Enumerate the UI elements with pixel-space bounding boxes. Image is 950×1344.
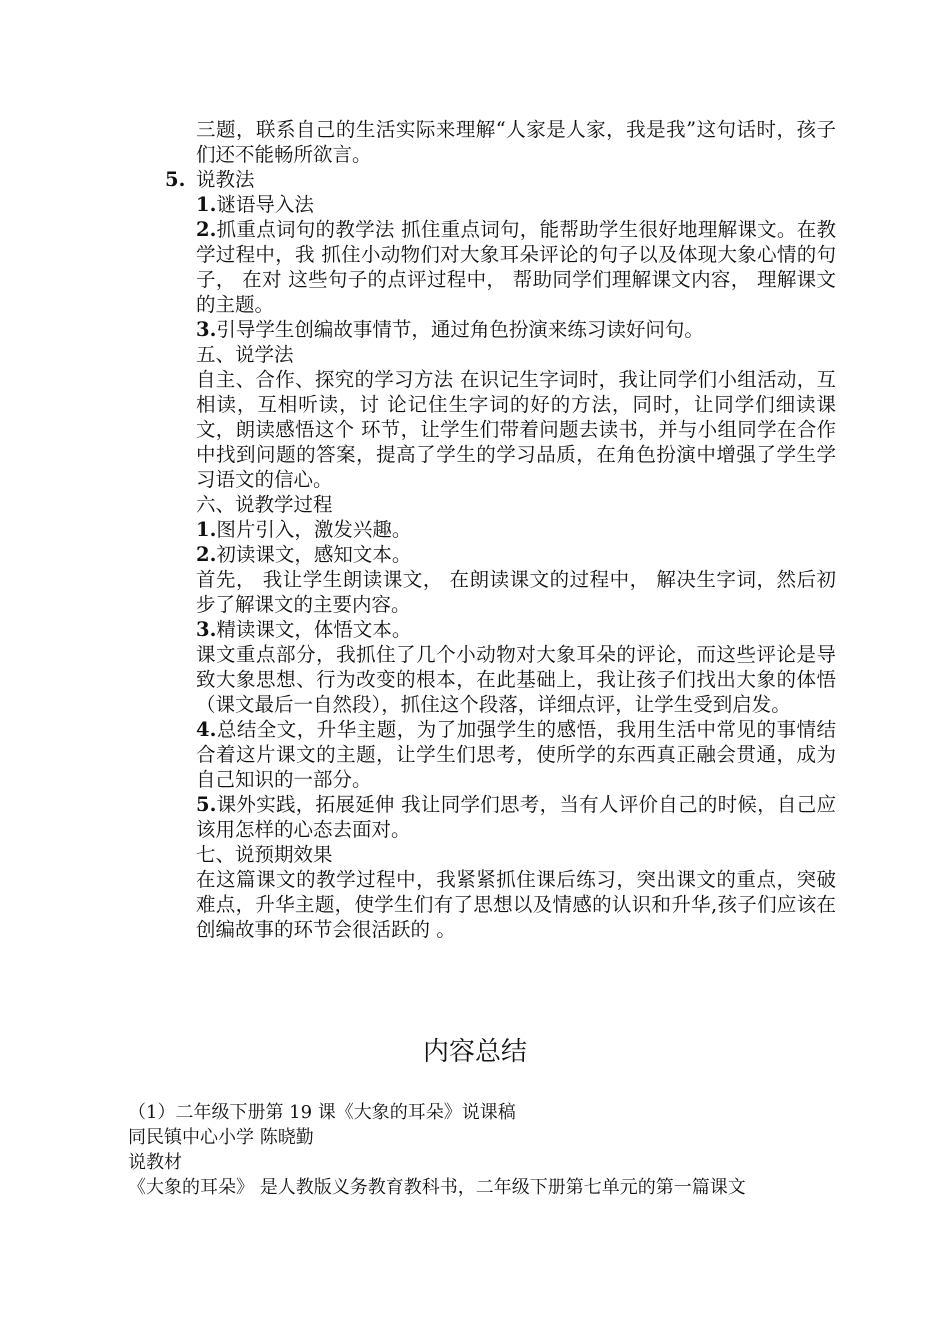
process-item-2-paragraph: 首先， 我让学生朗读课文， 在朗读课文的过程中， 解决生字词，然后初步了解课文的主要内容。 <box>196 568 836 616</box>
summary-line: 说教材 <box>128 1152 182 1173</box>
item-number: 5. <box>196 793 217 816</box>
process-item-5 <box>196 792 836 842</box>
item-number: 3. <box>196 618 217 641</box>
item-number: 1. <box>196 518 217 541</box>
process-item-2 <box>196 542 836 567</box>
method-item-3 <box>196 317 836 342</box>
item-number: 1. <box>196 193 217 216</box>
item-text: 抓重点词句的教学法 抓住重点词句，能帮助学生很好地理解课文。在教学过程中，我 抓住小动物们对大象耳朵评论的句子以及体现大象心情的句子， 在对 这些句子的点评过程中， 帮助同学们理解课文内容， 理解课文的主题。 <box>196 218 836 316</box>
item-text: 图片引入，激发兴趣。 <box>216 518 412 541</box>
process-item-4 <box>196 717 836 792</box>
summary-line: 同民镇中心小学 陈晓勤 <box>128 1127 314 1148</box>
section-number: 5. <box>165 168 186 191</box>
item-text: 总结全文，升华主题，为了加强学生的感悟，我用生活中常见的事情结合着这片课文的主题，让学生们思考，使所学的东西真正融会贯通，成为自己知识的一部分。 <box>196 718 836 791</box>
document-body <box>165 117 836 942</box>
section-study-method: 五、说学法 <box>196 343 294 366</box>
section-expected-effect: 七、说预期效果 <box>196 843 333 866</box>
section-teaching-process: 六、说教学过程 <box>196 493 333 516</box>
expected-effect-paragraph: 在这篇课文的教学过程中，我紧紧抓住课后练习，突出课文的重点，突破难点，升华主题，使学生们有了思想以及情感的认识和升华,孩子们应该在创编故事的环节会很活跃的 。 <box>196 868 836 941</box>
process-item-3-paragraph: 课文重点部分，我抓住了几个小动物对大象耳朵的评论，而这些评论是导致大象思想、行为改变的根本，在此基础上，我让孩子们找出大象的体悟（课文最后一自然段），抓住这个段落，详细点评，让学生受到启发。 <box>196 643 836 716</box>
item-number: 4. <box>196 718 217 741</box>
summary-line: 《大象的耳朵》 是人教版义务教育教科书，二年级下册第七单元的第一篇课文 <box>128 1177 746 1198</box>
item-text: 精读课文，体悟文本。 <box>216 618 412 641</box>
item-text: 谜语导入法 <box>216 193 314 216</box>
section-teaching-method <box>165 167 836 192</box>
item-text: 课外实践，拓展延伸 我让同学们思考，当有人评价自己的时候，自己应该用怎样的心态去面对。 <box>196 793 836 841</box>
summary-line: （1）二年级下册第 19 课《大象的耳朵》说课稿 <box>128 1102 516 1123</box>
item-number: 3. <box>196 318 217 341</box>
item-text: 初读课文，感知文本。 <box>216 543 412 566</box>
item-number: 2. <box>196 543 217 566</box>
section-title: 说教法 <box>196 168 255 191</box>
study-method-paragraph: 自主、合作、探究的学习方法 在识记生字词时，我让同学们小组活动，互相读，互相听读，讨 论记住生字词的好的方法，同时，让同学们细读课文，朗读感悟这个 环节，让学生们带着问题去读书，并与小组同学在合作中找到问题的答案，提高了学生的学习品质，在角色扮演中增强了学生学习语文的信心。 <box>196 368 836 491</box>
item-text: 引导学生创编故事情节，通过角色扮演来练习读好问句。 <box>216 318 704 341</box>
process-item-3 <box>196 617 836 642</box>
intro-paragraph: 三题，联系自己的生活实际来理解“人家是人家，我是我”这句话时，孩子们还不能畅所欲言。 <box>196 118 836 166</box>
item-number: 2. <box>196 218 217 241</box>
summary-block <box>128 1100 828 1200</box>
method-item-1 <box>196 192 836 217</box>
method-item-2 <box>196 217 836 317</box>
summary-heading: 内容总结 <box>422 1037 527 1067</box>
process-item-1 <box>196 517 836 542</box>
